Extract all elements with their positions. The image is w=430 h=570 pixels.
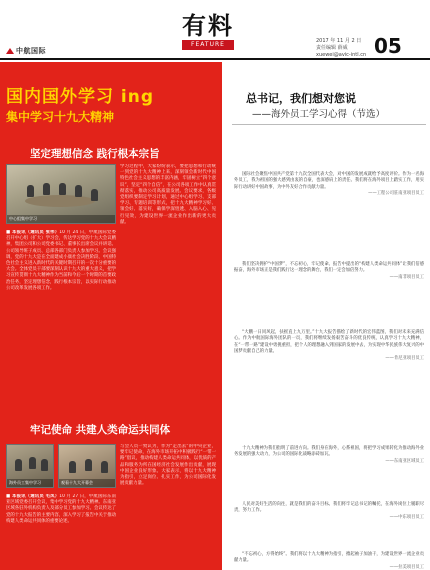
masthead: [0, 0, 430, 62]
logo-text: 中航国际: [16, 47, 46, 55]
page-number: 05: [374, 34, 402, 58]
reflection-text: “大鹏一日同风起，扶摇直上九万里。”十九大报告描绘了新时代的宏伟蓝图，我们对未来充满信心。作为中航国际海外团队的一员，我们将继续发扬艰苦奋斗的优良传统，认真学习十九大精神，在“一带一路”建设中勇挑重担，把个人的理想融入到国家的发展中去，为实现中华民族伟大复兴的中国梦贡献自己的力量。: [234, 330, 424, 355]
story2-body-b: 与会人员一致认为，作为“走出去”的中央企业，要牢记使命，在海外市场开拓中积极践行“一带一路”倡议，推动构建人类命运共同体，以优质的产品和服务为所在国经济社会发展作出贡献，展现中国企业良好形象。大家表示，将以十九大精神为指引，立足岗位、扎实工作，为公司国际化发展贡献力量。: [120, 444, 216, 487]
attendee-figure: [101, 461, 108, 473]
attendee-figure: [43, 183, 50, 195]
reflection-attribution: ——南非项目员工: [389, 274, 424, 280]
reflection-section: [234, 502, 424, 521]
reflection-text: 国际社会聚焦中国共产党第十九次全国代表大会，对中国的发展成就给予高度评价。作为一名海外员工，我为祖国的强大感到由衷的自豪，也深感肩上的责任。我们将在海外项目上踏实工作，用实际行动讲好中国故事，为中外友好合作贡献力量。: [234, 172, 424, 190]
reflection-section: [234, 330, 424, 362]
story1-lead: ■ 本报讯（通讯员 张伟）: [6, 230, 60, 235]
reflection-section: [234, 552, 424, 570]
story1-text-a: 10 月 24 日，中航国际党委召开中心组（扩大）学习会，传达学习党的十九大会议精神，集团公司和公司党委书记、董事长出席会议并讲话。公司领导班子成员、总部各部门负责人参加学习。会议强调，党的十九大是在全面建成小康社会决胜阶段、中国特色社会主义进入新时代的关键时期召开的一次十分重要的大会。全体党员干部要深刻认识十九大的重大意义，把学习宣传贯彻十九大精神作为当前和今后一个时期的首要政治任务，坚定理想信念，践行根本宗旨，以实际行动推动公司改革发展各项工作。: [6, 230, 116, 291]
meeting-table: [25, 195, 95, 207]
left-feature-column: [0, 62, 222, 570]
editor-line: 责任编辑 薛威: [316, 45, 348, 51]
issue-date: 2017 年 11 月 2 日: [316, 38, 362, 44]
story1-body-b: 学习过程中，大家纷纷表示，要把思想和行动统一到党的十九大精神上来，深刻领会新时代中国特色社会主义思想的丰富内涵，牢固树立“四个意识”，坚定“四个自信”，在公司各项工作中认真贯彻落实，推动公司高质量发展。会议要求，各级党组织要制定学习计划，通过中心组学习、支部学习、专题培训等形式，把十九大精神学习好、领会好、落实好，确保学深悟透、入脑入心、见行见效，为建设世界一流企业作出新的更大贡献。: [120, 164, 216, 225]
photo-caption: 中心组集中学习: [7, 215, 115, 223]
company-logo: [6, 46, 46, 56]
attendee-figure: [29, 457, 36, 469]
reflection-attribution: ——东南亚区域员工: [385, 458, 424, 464]
banner-title: 国内国外学习 ing: [6, 87, 155, 107]
story2-text-c: 10 月 27 日，中航国际东南亚区域党委召开会议，集中学习党的十九大精神。东南亚区域各驻外机构负责人及部分员工参加学习。会议传达了党的十九大报告的主要内容，深入学习了报告中关于推动构建人类命运共同体的重要论述。: [6, 494, 116, 524]
section-title: 有料: [182, 11, 234, 40]
story1-headline: 坚定理想信念 践行根本宗旨: [30, 148, 160, 160]
reflection-section: [234, 172, 424, 198]
logo-icon: [6, 48, 14, 54]
reflection-text: 人民对美好生活的向往，就是我们的奋斗目标。我们将牢记总书记的嘱托，在海外岗位上履职尽责，努力工作。: [234, 502, 424, 514]
story2-headline: 牢记使命 共建人类命运共同体: [30, 424, 171, 436]
attendee-figure: [59, 183, 66, 195]
story1-body-a: [6, 230, 116, 414]
photo-caption: 海外员工集中学习: [7, 479, 53, 487]
attendee-figure: [27, 185, 34, 197]
attendee-figure: [91, 189, 98, 201]
right-article-title: 总书记，我们想对您说: [246, 92, 356, 105]
editor-email: xuewei@avic-intl.cn: [316, 52, 367, 58]
reflection-section: [234, 446, 424, 465]
story2-photo-a: [6, 444, 54, 488]
masthead-rule: [0, 58, 430, 60]
section-label: FEATURE: [182, 40, 234, 50]
banner-subtitle: 集中学习十九大精神: [6, 110, 115, 124]
reflection-section: [234, 262, 424, 281]
attendee-figure: [15, 459, 22, 471]
attendee-figure: [85, 459, 92, 471]
right-article-subtitle: ——海外员工学习心得（节选）: [252, 109, 386, 120]
story2-body-a: [6, 494, 116, 564]
story2-lead: ■ 本报讯（通讯员 毛凤）: [6, 494, 60, 499]
reflection-attribution: ——拉美项目员工: [389, 564, 424, 570]
reflection-attribution: ——肯尼亚项目员工: [385, 355, 424, 361]
issue-meta: [316, 38, 366, 59]
story2-photo-b: [58, 444, 116, 488]
reflection-attribution: ——中东项目员工: [389, 514, 424, 520]
reflection-text: “不忘初心，方得始终”。我们将以十九大精神为指引，撸起袖子加油干，为建设世界一流企业贡献力量。: [234, 552, 424, 564]
right-divider: [232, 124, 426, 125]
story1-photo: [6, 164, 116, 224]
reflection-text: 我们坚决拥护“中国梦”，不忘初心，牢记使命。报告中提出的“构建人类命运共同体”让我们倍感振奋，海外市场正是我们践行这一理念的舞台，我们一定会加倍努力。: [234, 262, 424, 274]
reflection-attribution: ——工程公司驻南亚项目员工: [368, 191, 424, 197]
attendee-figure: [41, 459, 48, 471]
reflection-text: 十九大精神为我们指明了前进方向。我们身在海外，心系祖国，将把学习成果转化为推动海外业务发展的强大动力，为公司的国际化战略添砖加瓦。: [234, 446, 424, 458]
photo-caption: 观看十九大开幕会: [59, 479, 115, 487]
right-feature-column: [226, 62, 430, 570]
attendee-figure: [69, 461, 76, 473]
attendee-figure: [75, 185, 82, 197]
